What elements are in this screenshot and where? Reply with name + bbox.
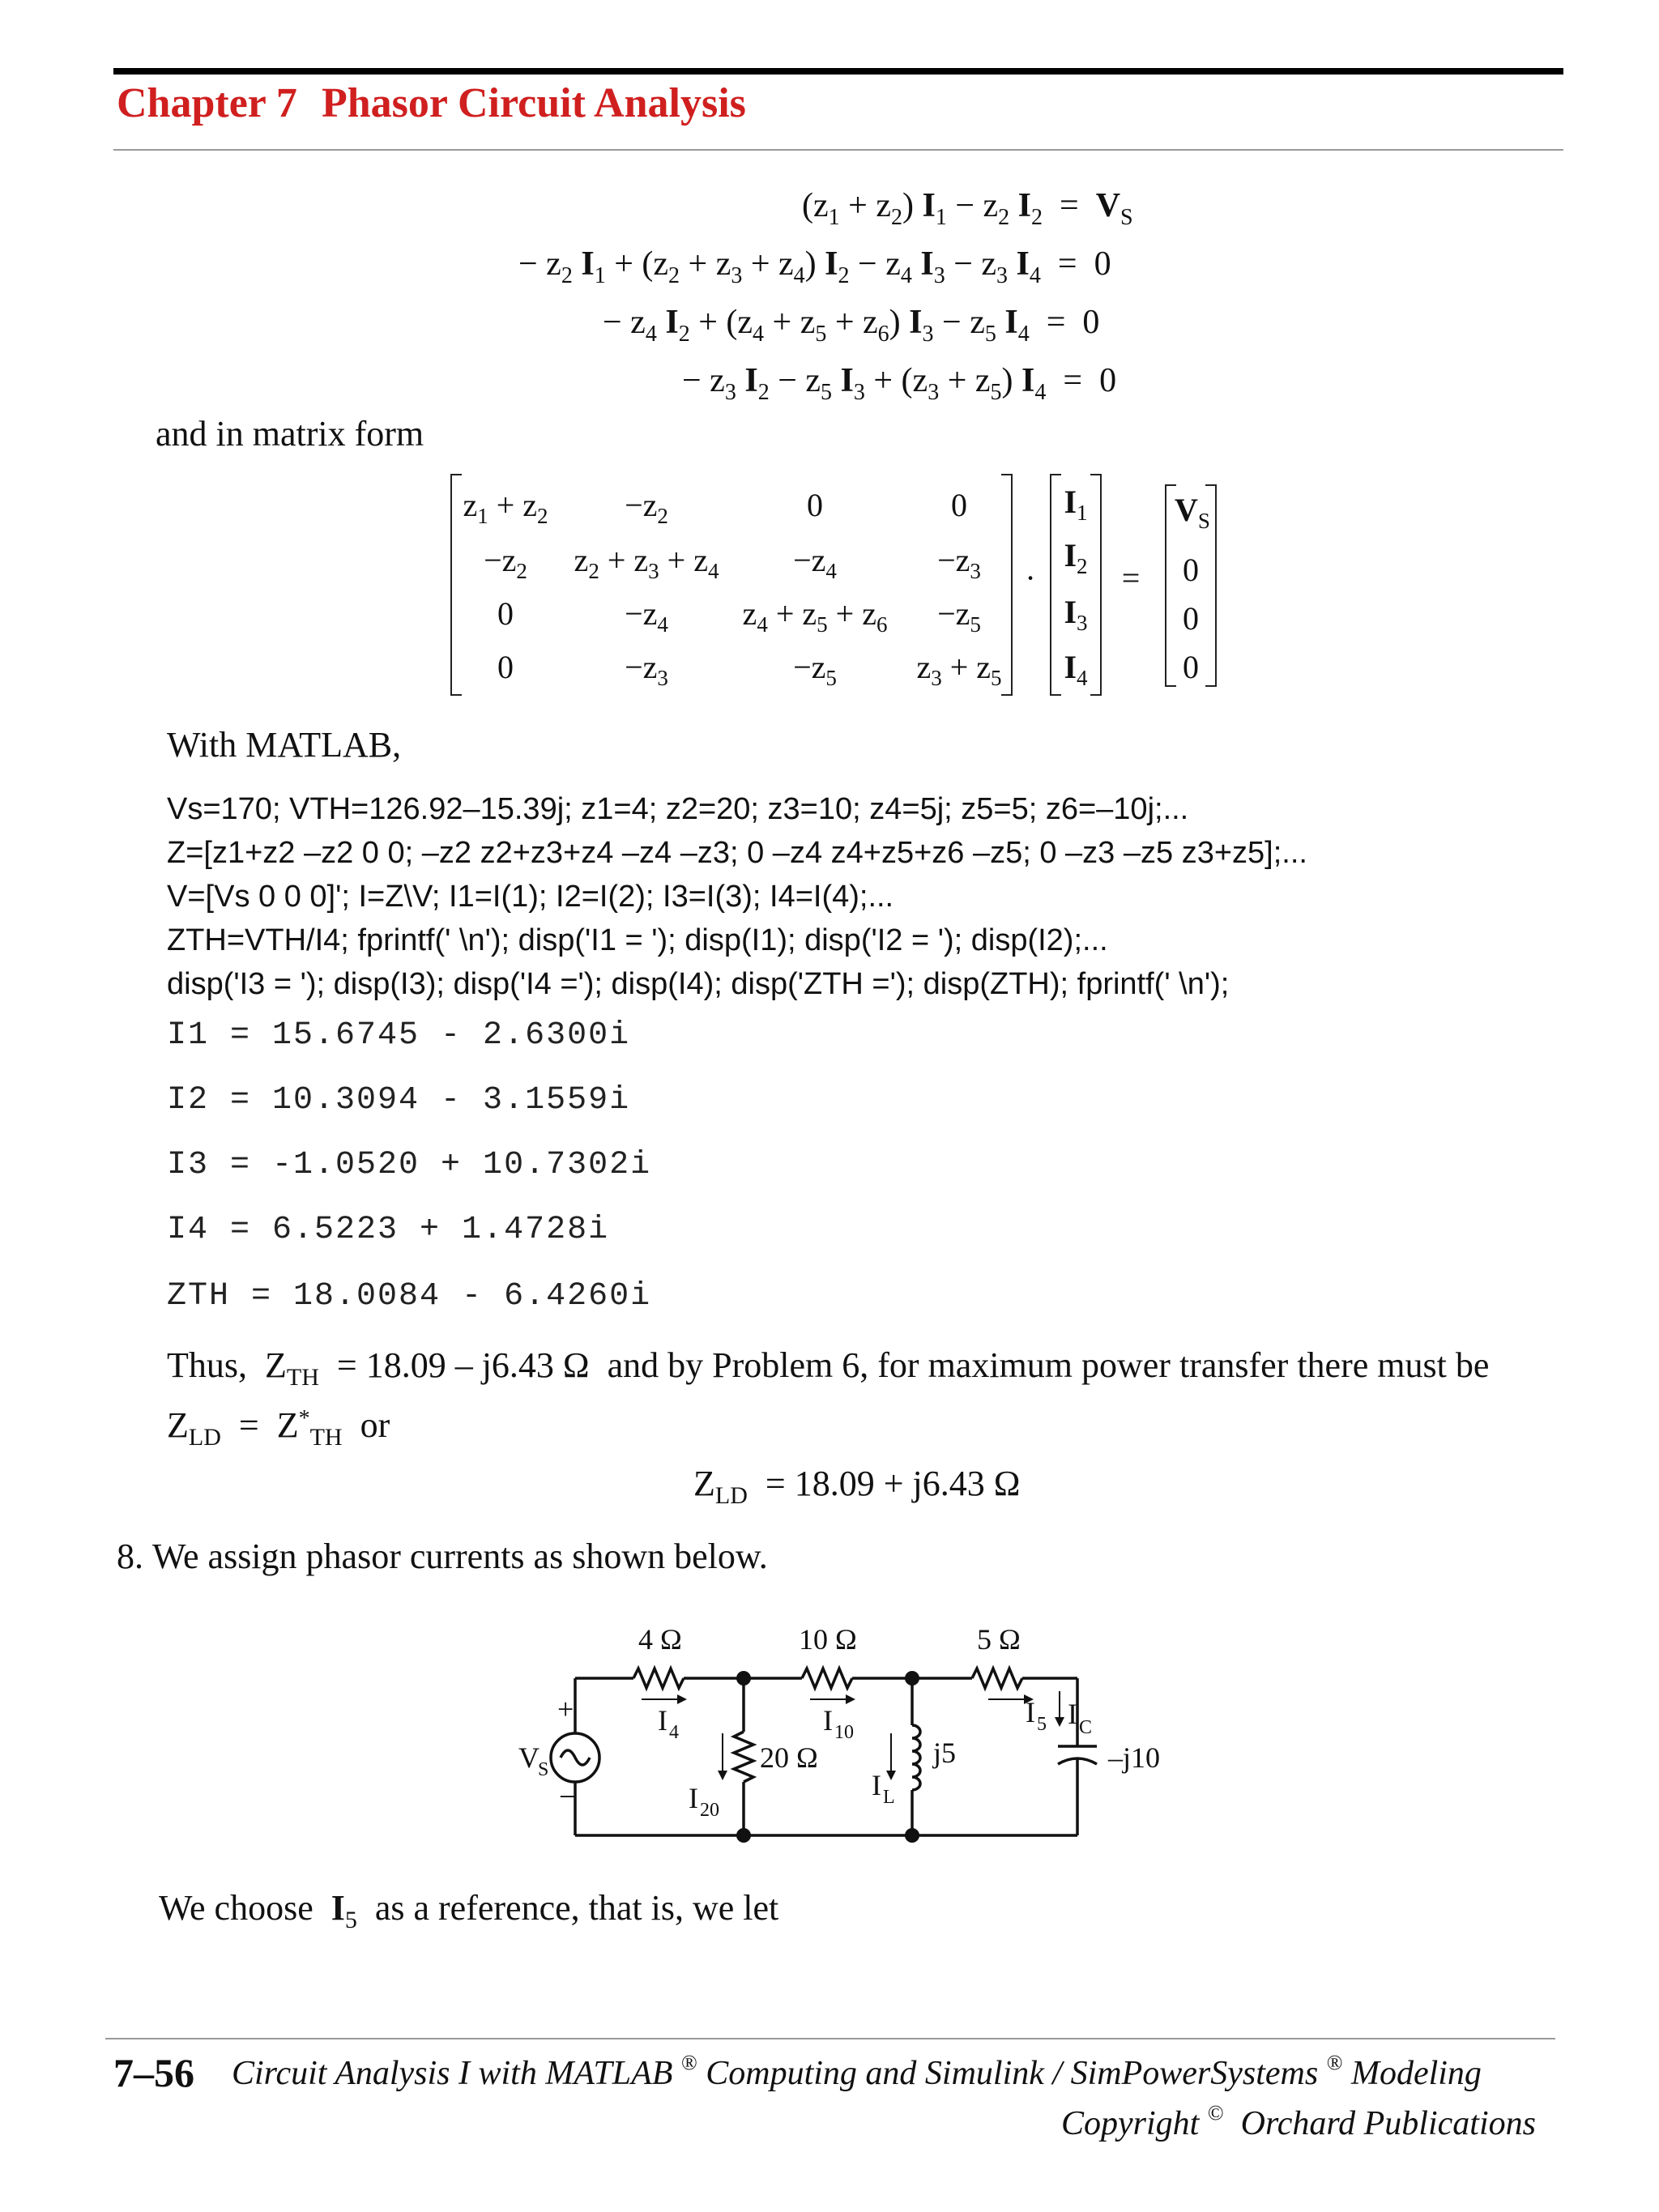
label-r2: 10 Ω xyxy=(799,1623,857,1656)
matrix-cell: $-z_3$ xyxy=(937,542,981,583)
sine-symbol xyxy=(561,1750,590,1765)
matrix-cell: $z_3 + z_5$ xyxy=(916,649,1002,690)
resistor-5-ohm xyxy=(972,1669,1022,1688)
node-dot xyxy=(905,1828,919,1843)
resistor-20-ohm xyxy=(734,1732,753,1782)
chapter-heading xyxy=(117,79,746,127)
footer-copyright xyxy=(1061,2101,1536,2143)
footer-title-mid: Computing and Simulink / SimPowerSystems xyxy=(706,2055,1319,2092)
resistor-10-ohm xyxy=(802,1669,852,1688)
matrix-cell: $-z_2$ xyxy=(625,487,668,528)
label-ic-sub: C xyxy=(1079,1717,1093,1738)
label-i20-sub: 20 xyxy=(700,1800,719,1821)
output-line: ZTH = 18.0084 - 6.4260i xyxy=(167,1278,652,1315)
equation-line-4: − $z_3$ $I_2 - z_5$ $I_3 + (z_3 + z_5) I_4 = 0$ xyxy=(682,362,1117,405)
matlab-intro-text: With MATLAB, xyxy=(167,725,402,765)
matrix-cell: $-z_5$ xyxy=(937,595,981,637)
output-line: I1 = 15.6745 - 2.6300i xyxy=(167,1017,631,1054)
thus-word: Thus, xyxy=(167,1345,247,1385)
vector-cell: $V_S$ xyxy=(1175,492,1210,533)
footer-rule xyxy=(105,2038,1555,2039)
vector-cell: $I_4$ xyxy=(1064,649,1088,690)
matrix-equals: = xyxy=(1121,560,1141,596)
label-source-sub: S xyxy=(538,1759,549,1780)
vector-cell: $I_3$ xyxy=(1064,594,1088,635)
chapter-title: Phasor Circuit Analysis xyxy=(321,80,746,126)
arrowhead xyxy=(846,1694,855,1704)
zld-value: = 18.09 + j6.43 Ω xyxy=(765,1464,1021,1503)
zth-value: = 18.09 – j6.43 Ω xyxy=(336,1345,590,1385)
output-line: I4 = 6.5223 + 1.4728i xyxy=(167,1212,610,1248)
label-i20: I xyxy=(689,1782,698,1814)
matrix-right-bracket xyxy=(1001,474,1013,696)
arrowhead xyxy=(886,1771,896,1780)
label-i4: I xyxy=(658,1704,667,1737)
output-line: I3 = -1.0520 + 10.7302i xyxy=(167,1147,652,1183)
output-line: I2 = 10.3094 - 3.1559i xyxy=(167,1082,631,1119)
code-line: disp('I3 = '); disp(I3); disp('I4 ='); disp(I4); disp('ZTH ='); disp(ZTH); fprintf(' \n'); xyxy=(167,967,1230,1001)
matrix-cell: 0 xyxy=(807,487,823,523)
resistor-4-ohm xyxy=(633,1669,684,1688)
equation-line-1: $(z_1 + z_2) I_1 - z_2$ $I_2 = V_S$ xyxy=(802,187,1133,230)
vector-cell: $I_1$ xyxy=(1064,484,1088,525)
copyright-word: Copyright xyxy=(1061,2105,1200,2142)
matrix-intro-text: and in matrix form xyxy=(156,414,424,454)
choose-reference-text: We choose $I_5$ as a reference, that is, we let xyxy=(159,1888,779,1933)
circuit-diagram xyxy=(486,1612,1199,1887)
label-r3: 5 Ω xyxy=(977,1623,1021,1656)
header-underline xyxy=(113,149,1563,151)
matrix-left-bracket xyxy=(450,474,462,696)
chapter-number: Chapter 7 xyxy=(117,80,297,126)
conclusion-line-1: Thus, $Z_{TH} = 18.09 - j6.43$ Ω and by Problem 6, for maximum power transfer there must be xyxy=(167,1345,1490,1391)
label-inductor: j5 xyxy=(933,1737,957,1769)
arrowhead xyxy=(718,1771,727,1780)
code-line: Z=[z1+z2 –z2 0 0; –z2 z2+z3+z4 –z4 –z3; 0 –z4 z4+z5+z6 –z5; 0 –z3 –z5 z3+z5];... xyxy=(167,836,1307,870)
label-r1: 4 Ω xyxy=(638,1623,682,1656)
node-dot xyxy=(905,1671,919,1686)
matrix-cell: 0 xyxy=(497,649,514,685)
or-word: or xyxy=(360,1405,390,1445)
matrix-cell: $-z_3$ xyxy=(625,649,668,690)
vector-i-left-bracket xyxy=(1050,474,1061,696)
arrowhead xyxy=(677,1694,687,1704)
matrix-cell: $z_1 + z_2$ xyxy=(463,487,548,528)
vector-cell: 0 xyxy=(1183,649,1199,685)
page-number: 7–56 xyxy=(113,2050,194,2095)
registered-mark: ® xyxy=(680,2051,697,2074)
conclusion-tail: and by Problem 6, for maximum power transfer there must be xyxy=(607,1345,1490,1385)
header-rule xyxy=(113,68,1563,75)
zld-result: $Z_{LD} = 18.09 + j6.43$ Ω xyxy=(693,1464,1021,1509)
vector-i-right-bracket xyxy=(1090,474,1102,696)
copyright-symbol: © xyxy=(1207,2101,1224,2125)
label-i10-sub: 10 xyxy=(834,1722,854,1743)
label-capacitor: –j10 xyxy=(1108,1741,1161,1774)
label-i5: I xyxy=(1026,1696,1035,1728)
matrix-cell: $z_4 + z_5 + z_6$ xyxy=(742,595,888,637)
registered-mark: ® xyxy=(1326,2051,1343,2074)
matrix-cell: $-z_5$ xyxy=(793,649,837,690)
code-line: V=[Vs 0 0 0]'; I=Z\V; I1=I(1); I2=I(2); I3=I(3); I4=I(4);... xyxy=(167,880,894,914)
matrix-cell: $z_2 + z_3 + z_4$ xyxy=(574,542,719,583)
problem-number: 8. xyxy=(117,1536,143,1576)
equation-line-3: − $z_4$ $I_2 + (z_4 + z_5 + z_6) I_3 - z_5$ $I_4 = 0$ xyxy=(603,304,1100,347)
equation-line-2: − $z_2$ $I_1 + (z_2 + z_3 + z_4) I_2 - z_4$ $I_3 - z_3$ $I_4 = 0$ xyxy=(518,245,1111,288)
label-source: V xyxy=(518,1741,539,1774)
footer-title xyxy=(232,2051,1482,2093)
label-i5-sub: 5 xyxy=(1037,1714,1047,1735)
choose-part-a: We choose xyxy=(159,1888,313,1928)
matrix-cell: $-z_4$ xyxy=(793,542,837,583)
matrix-cell: $-z_4$ xyxy=(625,595,668,637)
arrowhead xyxy=(1055,1717,1064,1727)
label-i4-sub: 4 xyxy=(669,1722,679,1743)
label-ic: I xyxy=(1068,1698,1077,1730)
code-line: ZTH=VTH/I4; fprintf(' \n'); disp('I1 = '); disp(I1); disp('I2 = '); disp(I2);... xyxy=(167,923,1108,957)
label-r-shunt: 20 Ω xyxy=(760,1741,818,1774)
code-line: Vs=170; VTH=126.92–15.39j; z1=4; z2=20; z3=10; z4=5j; z5=5; z6=–10j;... xyxy=(167,792,1189,826)
matrix-cell: $-z_2$ xyxy=(484,542,527,583)
matrix-dot: · xyxy=(1025,560,1036,596)
problem-8-statement xyxy=(117,1536,768,1577)
matrix-cell: 0 xyxy=(951,487,967,523)
choose-part-b: as a reference, that is, we let xyxy=(374,1888,779,1928)
vector-cell: 0 xyxy=(1183,552,1199,588)
footer-title-end: Modeling xyxy=(1350,2055,1482,2092)
inductor-j5 xyxy=(912,1725,920,1790)
label-plus: + xyxy=(557,1693,574,1725)
problem-text: We assign phasor currents as shown below. xyxy=(152,1536,768,1576)
footer-title-main: Circuit Analysis I with MATLAB xyxy=(232,2055,673,2092)
vector-cell: $I_2$ xyxy=(1064,537,1088,578)
matrix-cell: 0 xyxy=(497,595,514,632)
node-dot xyxy=(736,1828,751,1843)
label-i10: I xyxy=(823,1704,833,1737)
node-dot xyxy=(736,1671,751,1686)
vector-cell: 0 xyxy=(1183,600,1199,637)
conclusion-line-2: $Z_{LD} = Z^*_{TH}$ or xyxy=(167,1405,390,1451)
label-il: I xyxy=(872,1769,881,1801)
label-minus: − xyxy=(559,1780,576,1813)
publisher-name: Orchard Publications xyxy=(1240,2105,1536,2142)
label-il-sub: L xyxy=(883,1787,895,1808)
